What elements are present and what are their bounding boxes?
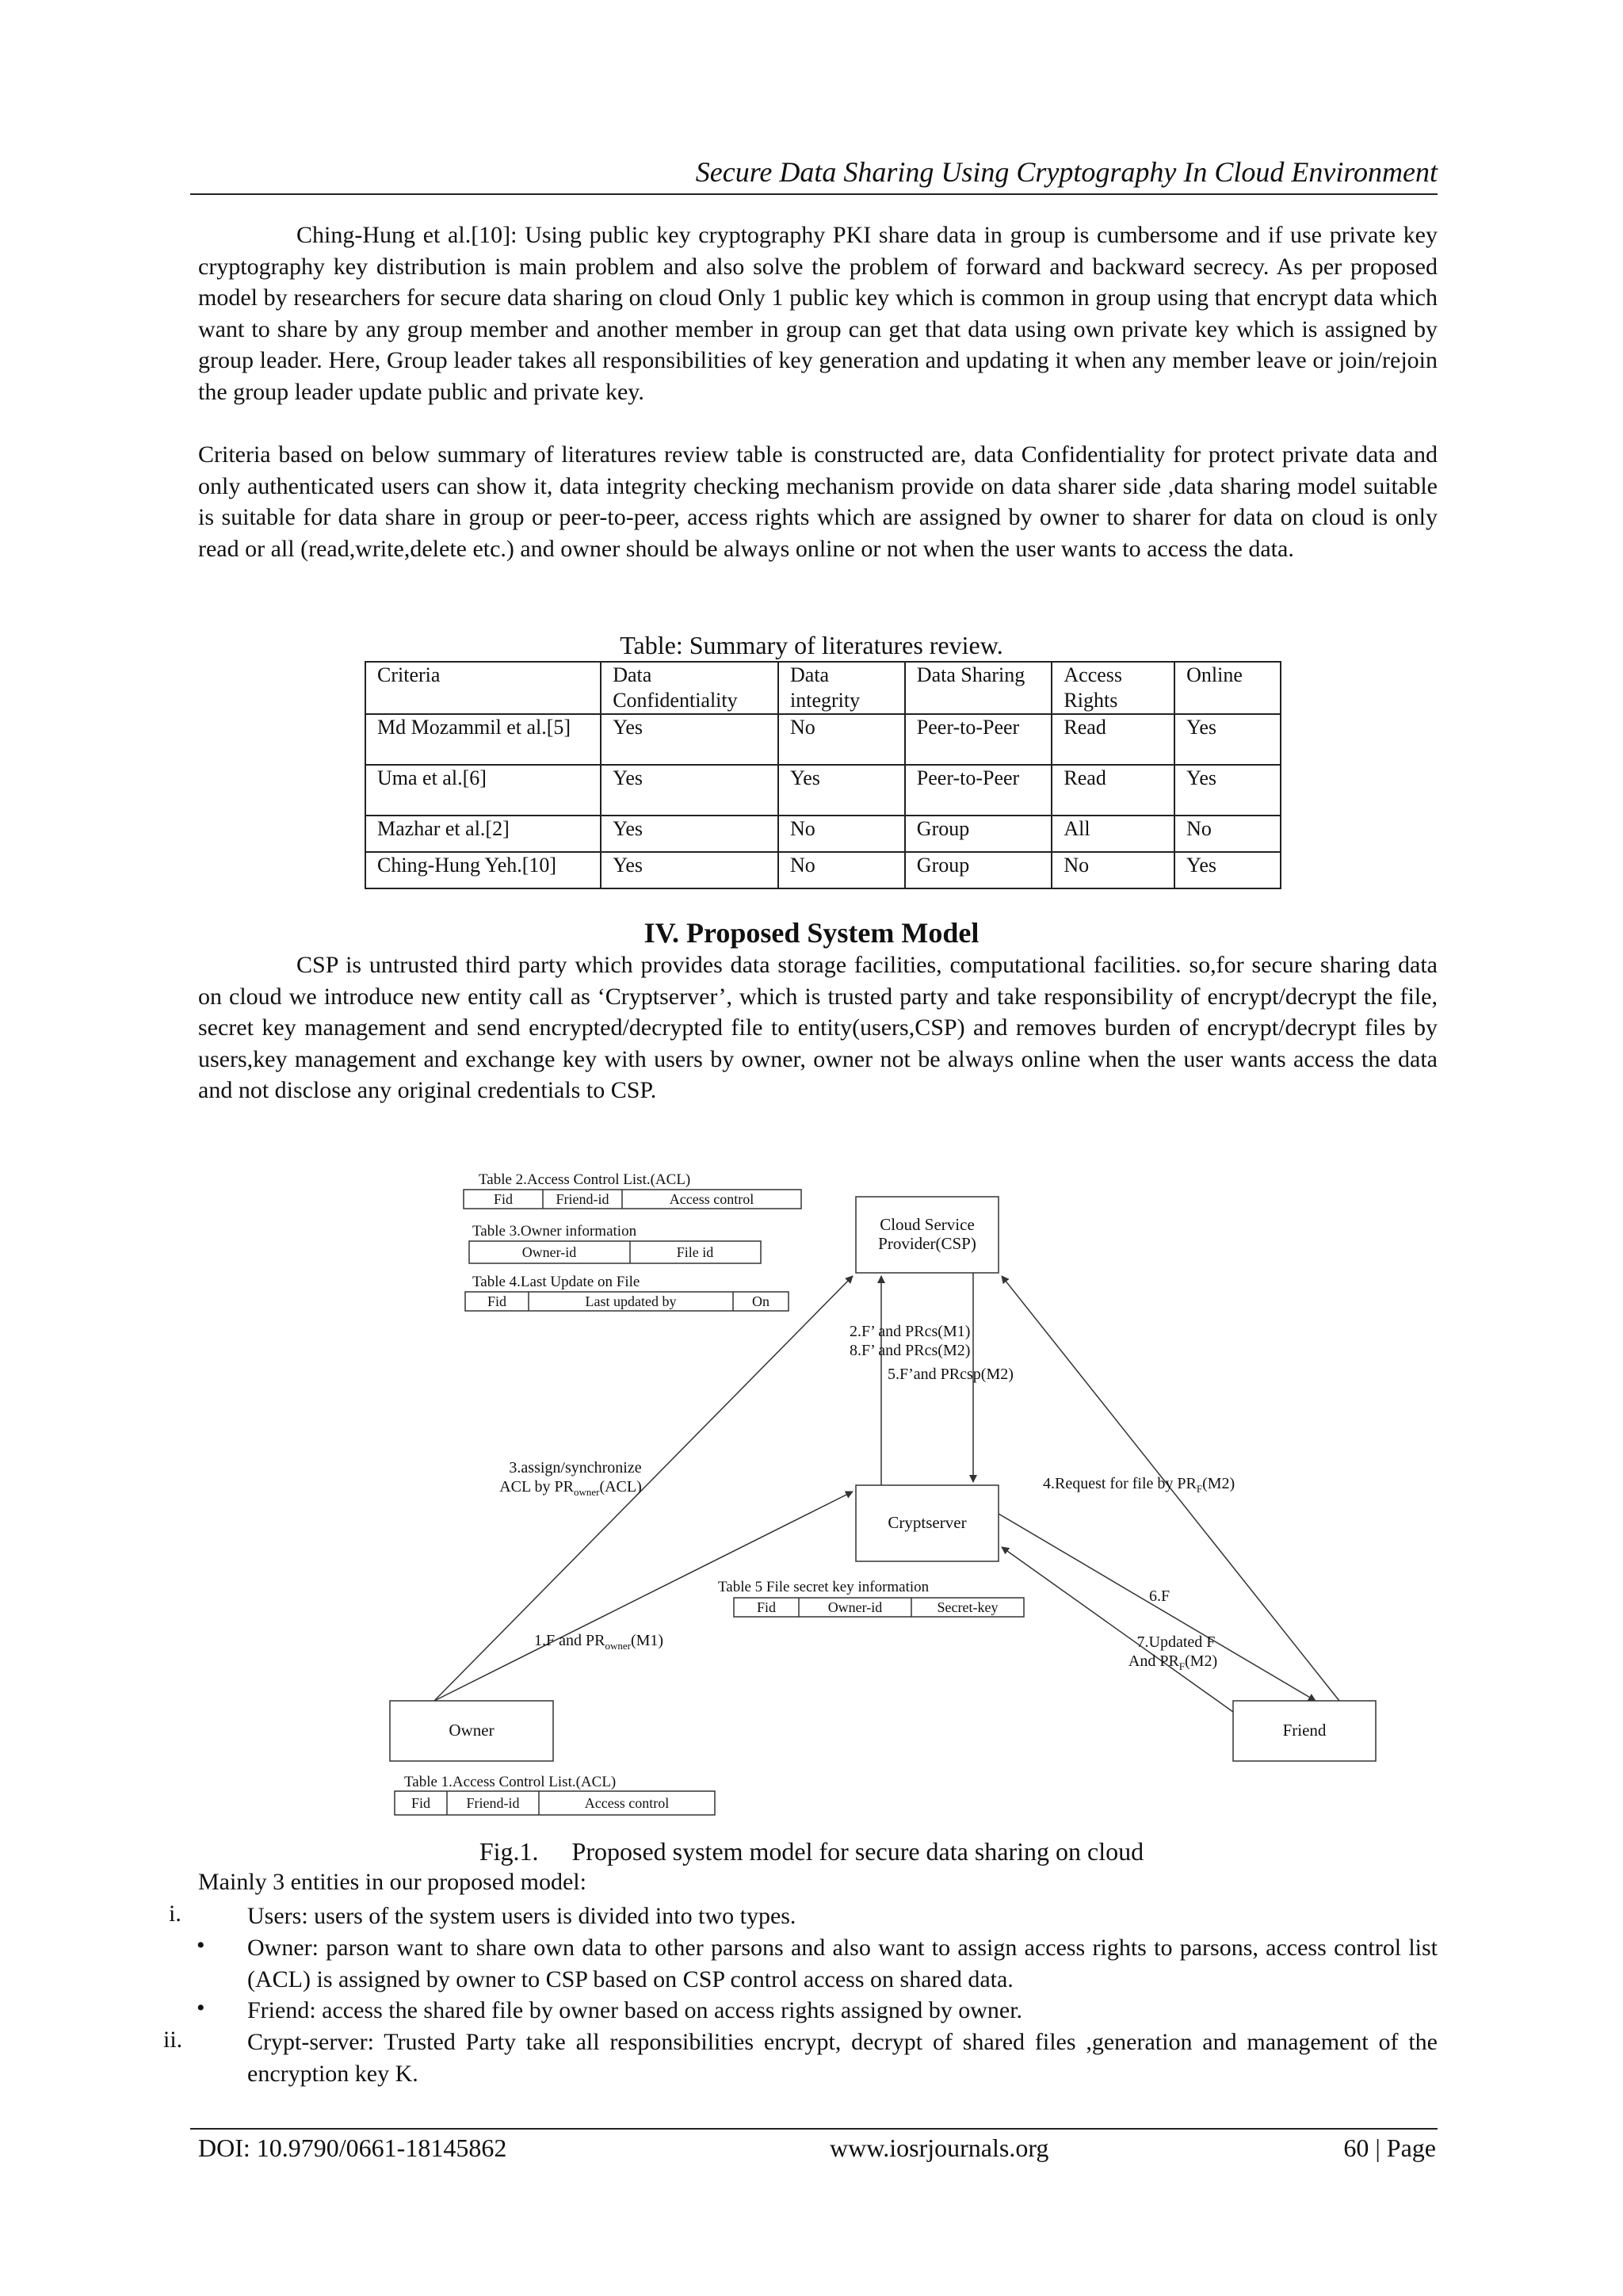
table-cell: Ching-Hung Yeh.[10] [365, 852, 601, 888]
table-cell: Yes [778, 765, 905, 816]
table1-col: Fid [411, 1795, 431, 1811]
table5-col: Secret-key [937, 1599, 999, 1615]
table-row [365, 765, 1281, 816]
header-cell: Data integrity [778, 662, 905, 714]
table2-col: Friend-id [556, 1191, 609, 1207]
list-item-owner: Owner: parson want to share own data to other parsons and also want to assign access rights to parsons, access control list (ACL) is assigned by owner to CSP based on CSP control access on shared data. [247, 1935, 1438, 1992]
header-cell: Data Confidentiality [601, 662, 778, 714]
table2-title: Table 2.Access Control List.(ACL) [479, 1171, 691, 1188]
table-cell: No [1174, 816, 1281, 852]
header-rule [190, 193, 1438, 195]
footer-page-number: 60 | Page [1343, 2134, 1436, 2162]
table-cell: Yes [1174, 765, 1281, 816]
running-header: Secure Data Sharing Using Cryptography In Cloud Environment [695, 156, 1438, 188]
message-label: 4.Request for file by $PR_F(M2)$ [1043, 1475, 1235, 1495]
footer-doi: DOI: 10.9790/0661-18145862 [198, 2134, 507, 2162]
table-cell: Read [1052, 714, 1174, 765]
table-cell: Yes [601, 765, 778, 816]
list-item-friend: Friend: access the shared file by owner based on access rights assigned by owner. [247, 1997, 1023, 2023]
message-label: And $PR_F(M2)$ [1128, 1652, 1218, 1672]
message-label: 3.assign/synchronize [509, 1459, 642, 1477]
table5-title: Table 5 File secret key information [718, 1579, 930, 1595]
table-caption: Table: Summary of literatures review. [620, 631, 1003, 659]
table2-col: Access control [669, 1191, 754, 1207]
paragraph-criteria: Criteria based on below summary of literatures review table is constructed are, data Confidentiality for protect private data and only authenticated users can show it, data integrity checking mechanism provide on data sharer side ,data sharing model suitable is suitable for data share in group or peer-to-peer, access rights which are assigned by owner to sharer for data on cloud is only read or all (read,write,delete etc.) and owner should be always online or not when the user wants to access the data. [198, 441, 1438, 562]
table-cell: No [1052, 852, 1174, 888]
table1-title: Table 1.Access Control List.(ACL) [404, 1774, 617, 1790]
list-item-users: Users: users of the system users is divided into two types. [247, 1903, 796, 1929]
table-row [365, 816, 1281, 852]
table-cell: Yes [1174, 852, 1281, 888]
owner-label: Owner [449, 1721, 495, 1740]
figure-caption-text: Proposed system model for secure data sharing on cloud [571, 1837, 1144, 1866]
footer-rule [190, 2128, 1438, 2130]
footer-website: www.iosrjournals.org [830, 2134, 1049, 2162]
arrow-cryptserver-to-friend [999, 1514, 1316, 1701]
section-heading: IV. Proposed System Model [643, 917, 980, 949]
message-label: 2.F’ and PRcs(M1) [850, 1323, 971, 1340]
table4-col: Fid [487, 1293, 507, 1309]
table-cell: Peer-to-Peer [905, 765, 1052, 816]
table-cell: Group [905, 852, 1052, 888]
table-row [365, 852, 1281, 888]
message-label: 5.F’and PRcsp(M2) [888, 1366, 1014, 1383]
paragraph-csp: CSP is untrusted third party which provides data storage facilities, computational facilities. so,for secure sharing data on cloud we introduce new entity call as ‘Cryptserver’, which is trusted party and take responsibility of encrypt/decrypt the file, secret key management and send encrypted/decrypted file to entity(users,CSP) and removes burden of encrypt/decrypt files by users,key management and exchange key with users by owner, owner not be always online when the user wants access the data and not disclose any original credentials to CSP. [198, 952, 1438, 1103]
paragraph-ching-hung: Ching-Hung et al.[10]: Using public key cryptography PKI share data in group is cumbersome and if use private key cryptography key distribution is main problem and also solve the problem of forward and backward secrecy. As per proposed model by researchers for secure data sharing on cloud Only 1 public key which is common in group using that encrypt data which want to share by any group member and another member in group can get that data using own private key which is assigned by group leader. Here, Group leader takes all responsibilities of key generation and updating it when any member leave or join/rejoin the group leader update public and private key. [198, 222, 1438, 405]
cryptserver-label: Cryptserver [888, 1513, 967, 1532]
table1-col: Access control [584, 1795, 670, 1811]
message-label: 7.Updated F [1136, 1633, 1216, 1651]
table-cell: Yes [601, 816, 778, 852]
table-cell: All [1052, 816, 1174, 852]
table3-box [469, 1241, 761, 1263]
table-row [365, 714, 1281, 765]
header-cell: Access Rights [1052, 662, 1174, 714]
message-label: 8.F’ and PRcs(M2) [850, 1342, 971, 1359]
table-cell: Mazhar et al.[2] [365, 816, 601, 852]
table3-col: File id [676, 1244, 714, 1260]
list-item-cryptserver: Crypt-server: Trusted Party take all responsibilities encrypt, decrypt of shared files ,generation and management of the encryption key K. [247, 2029, 1438, 2087]
table4-title: Table 4.Last Update on File [472, 1274, 640, 1290]
table4-col: Last updated by [585, 1293, 677, 1309]
header-cell: Online [1174, 662, 1281, 714]
table2-col: Fid [493, 1191, 514, 1207]
table5-col: Fid [756, 1599, 777, 1615]
table-cell: Md Mozammil et al.[5] [365, 714, 601, 765]
literature-review-table [365, 661, 1281, 889]
list-marker: ii. [163, 2027, 183, 2053]
table1-col: Friend-id [466, 1795, 520, 1811]
table-cell: Read [1052, 765, 1174, 816]
arrow-friend-to-cryptserver [1002, 1547, 1233, 1712]
table-cell: Group [905, 816, 1052, 852]
table5-col: Owner-id [827, 1599, 883, 1615]
table-cell: No [778, 714, 905, 765]
table-cell: Yes [601, 852, 778, 888]
list-intro: Mainly 3 entities in our proposed model: [198, 1869, 586, 1895]
message-label: 6.F [1149, 1587, 1170, 1605]
bullet-marker: • [197, 1932, 205, 1958]
system-model-diagram [380, 1165, 1411, 1823]
friend-label: Friend [1282, 1721, 1327, 1740]
bullet-marker: • [197, 1995, 205, 2021]
csp-label: Cloud Service [880, 1215, 975, 1234]
table-cell: No [778, 852, 905, 888]
message-label: 1.F and $PR_{owner}(M1)$ [534, 1632, 664, 1652]
table-cell: Peer-to-Peer [905, 714, 1052, 765]
message-label: ACL by $PR_{owner}(ACL)$ [499, 1478, 642, 1498]
csp-label: Provider(CSP) [878, 1234, 976, 1253]
table-cell: No [778, 816, 905, 852]
arrow-owner-to-cryptserver [434, 1492, 853, 1701]
table-cell: Yes [601, 714, 778, 765]
table3-title: Table 3.Owner information [472, 1223, 637, 1240]
header-cell: Data Sharing [905, 662, 1052, 714]
figure-caption [0, 1837, 1623, 1866]
table-cell: Yes [1174, 714, 1281, 765]
list-marker: i. [169, 1901, 181, 1927]
table3-col: Owner-id [521, 1244, 577, 1260]
table-cell: Uma et al.[6] [365, 765, 601, 816]
table4-col: On [752, 1293, 769, 1309]
figure-number: Fig.1. [479, 1837, 539, 1866]
table-header-row [365, 662, 1281, 714]
header-cell: Criteria [365, 662, 601, 714]
